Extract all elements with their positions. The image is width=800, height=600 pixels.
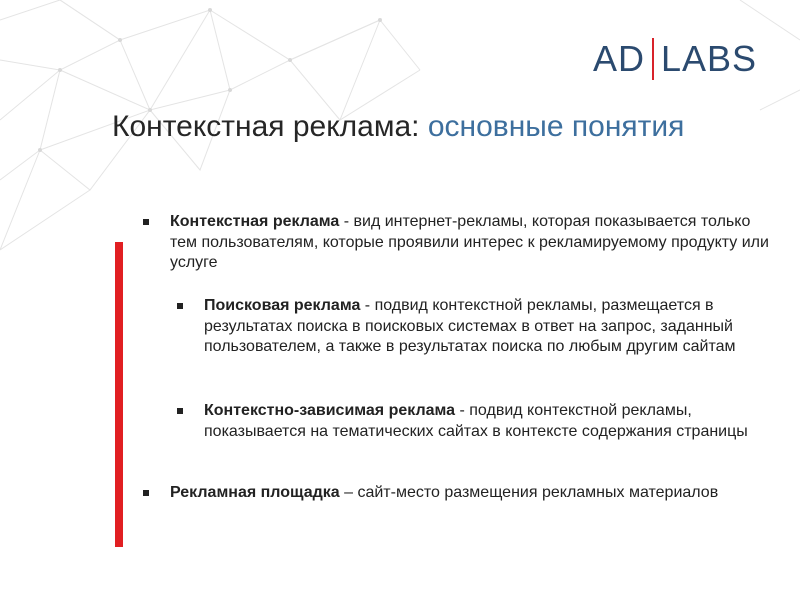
bullet-term: Контекстная реклама [170,213,340,230]
bullet-term: Поисковая реклама [204,297,361,314]
list-item [204,296,774,358]
title-main: Контекстная реклама: [112,110,428,143]
logo-divider [652,38,654,80]
adlabs-logo [593,36,757,82]
bullet-marker [177,408,183,414]
bullet-text: - подвид контекстной рекламы, размещается в результатах поиска в поисковых системах в ответ на запрос, заданный пользователем, а также в результатах поиска по любым другим сайтам [204,297,736,355]
bullet-text: - вид интернет-рекламы, которая показывается только тем пользователям, которые проявили интерес к рекламируемому продукту или услуге [170,213,769,271]
list-item [204,401,764,442]
bullet-marker [143,490,149,496]
page-title [112,108,712,146]
accent-bar [115,242,123,547]
logo-right-text: LABS [661,38,758,79]
bullet-marker [177,303,183,309]
bullet-marker [143,219,149,225]
bullet-term: Контекстно-зависимая реклама [204,402,456,419]
list-item [170,483,730,504]
logo-left-text: AD [593,38,646,79]
bullet-text: – сайт-место размещения рекламных материалов [339,484,719,501]
bullet-text: - подвид контекстной рекламы, показывается на тематических сайтах в контексте содержания страницы [204,402,748,440]
bullet-term: Рекламная площадка [170,484,340,501]
list-item [170,212,770,274]
title-sub: основные понятия [427,110,685,143]
